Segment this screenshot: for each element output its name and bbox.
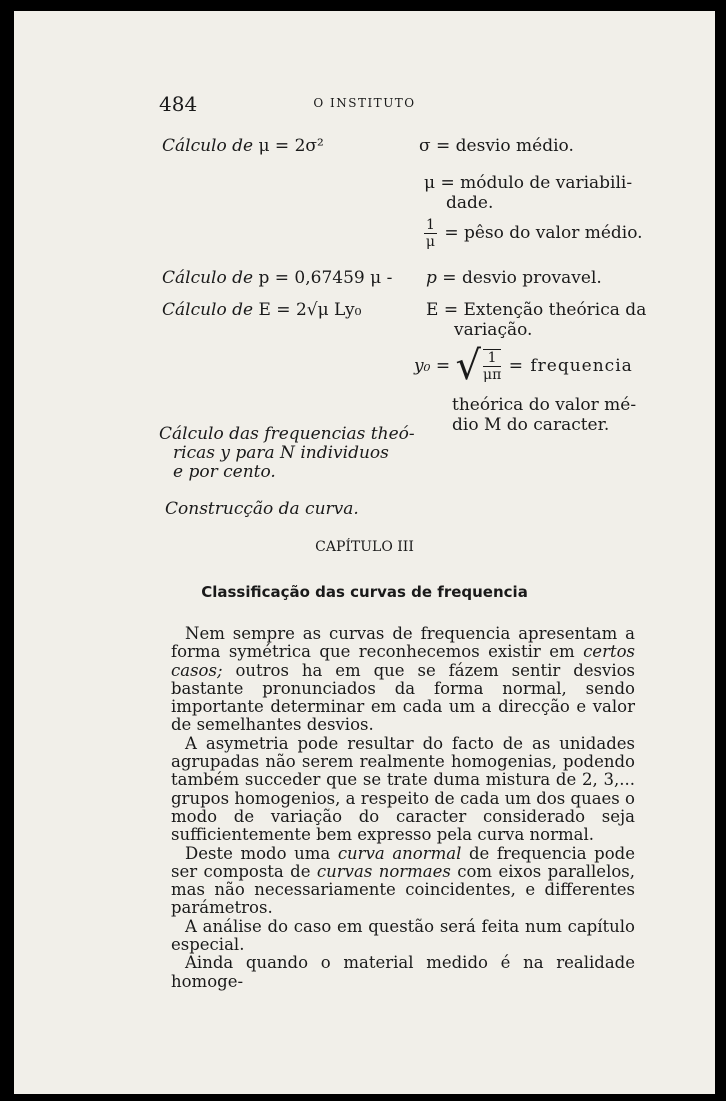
weight-fraction: [424, 217, 437, 250]
calc-freq-line-3: e por cento.: [173, 462, 276, 482]
weight-text: = pêso do valor médio.: [444, 223, 643, 243]
paragraph-4: A análise do caso em questão será feita num capítulo especial.: [171, 916, 635, 955]
calc-p-label: Cálculo de: [162, 268, 254, 288]
p-text: = desvio provavel.: [442, 268, 602, 288]
page-number: 484: [159, 92, 198, 116]
calc-freq: [159, 425, 415, 482]
paragraph-1: [171, 625, 635, 735]
calc-freq-line-1: Cálculo das frequencias theó-: [159, 424, 415, 444]
calc-mu: [162, 136, 324, 156]
chapter-label: CAPÍTULO III: [315, 539, 414, 555]
y0-text-3: dio M do caracter.: [452, 415, 610, 435]
p3-emphasis-1: curva anormal: [337, 843, 462, 863]
def-mu: [424, 173, 632, 213]
y0-denominator: μπ: [482, 367, 502, 383]
radical-sign-icon: √: [455, 343, 481, 389]
running-title: O INSTITUTO: [313, 96, 416, 110]
construction: Construcção da curva.: [165, 499, 359, 519]
paragraph-2: A asymetria pode resultar do facto de as unidades agrupadas não serem realmente homogenias, podendo também succeder que se trate duma mistura de 2, 3,... grupos homogenios, a respeito de cada um dos quaes o modo de variação do caracter considerado seja sufficientemente bem expresso pela curva normal.: [171, 733, 635, 845]
p-symbol: p: [426, 268, 437, 288]
mu-text-2: dade.: [446, 193, 494, 213]
def-p: [426, 268, 602, 288]
p3-text-a: Deste modo uma: [185, 843, 338, 863]
calc-freq-line-2: ricas y para N individuos: [173, 443, 389, 463]
paragraph-3: [171, 845, 635, 918]
p1-text-b: outros ha em que se fázem sentir desvios bastante pronunciados da forma normal, sendo importante determinar em cada um a direcção e valor de semelhantes desvios.: [171, 660, 635, 735]
p1-text-a: Nem sempre as curvas de frequencia apresentam a forma symétrica que reconhecemos existir em: [171, 624, 635, 662]
p3-text-c: com eixos parallelos, mas não necessariamente coincidentes, e differentes parámetros.: [171, 861, 635, 918]
calc-e-expr: E = 2√μ Ly₀: [258, 300, 362, 320]
calc-mu-expr: μ = 2σ²: [258, 136, 324, 156]
paragraph-5: Ainda quando o material medido é na realidade homoge-: [171, 953, 635, 991]
def-e: [426, 300, 646, 340]
e-symbol: E: [426, 300, 439, 320]
sigma-text: = desvio médio.: [436, 136, 574, 156]
weight-numerator: 1: [426, 217, 435, 233]
y0-symbol: y₀ =: [414, 356, 451, 376]
body-text: [171, 625, 635, 991]
chapter-title: Classificação das curvas de frequencia: [201, 583, 528, 601]
p3-text-b: de frequencia pode ser composta de: [171, 843, 635, 881]
e-text-1: = Extenção theórica da: [443, 300, 647, 320]
y0-text-2: theórica do valor mé-: [452, 395, 637, 415]
sqrt-radical: [455, 343, 503, 389]
calc-e: [162, 300, 361, 320]
mu-text-1: = módulo de variabili-: [440, 173, 633, 193]
def-y0: [414, 343, 633, 389]
def-sigma: [419, 136, 574, 156]
calc-p: [162, 268, 392, 288]
calc-e-label: Cálculo de: [162, 300, 254, 320]
weight-denominator: μ: [425, 234, 436, 250]
calc-mu-label: Cálculo de: [162, 136, 254, 156]
p3-emphasis-2: curvas normaes: [316, 861, 451, 881]
book-page: [14, 11, 715, 1094]
e-text-2: variação.: [454, 320, 533, 340]
mu-symbol: μ: [424, 173, 436, 193]
calc-p-expr: p = 0,67459 μ -: [258, 268, 393, 288]
p1-emphasis: certos casos;: [171, 642, 635, 680]
def-weight: [422, 217, 643, 250]
y0-numerator: 1: [483, 350, 501, 367]
y0-fraction: [483, 349, 501, 383]
y0-text-1: = frequencia: [508, 356, 633, 376]
sigma-symbol: σ: [419, 136, 431, 156]
